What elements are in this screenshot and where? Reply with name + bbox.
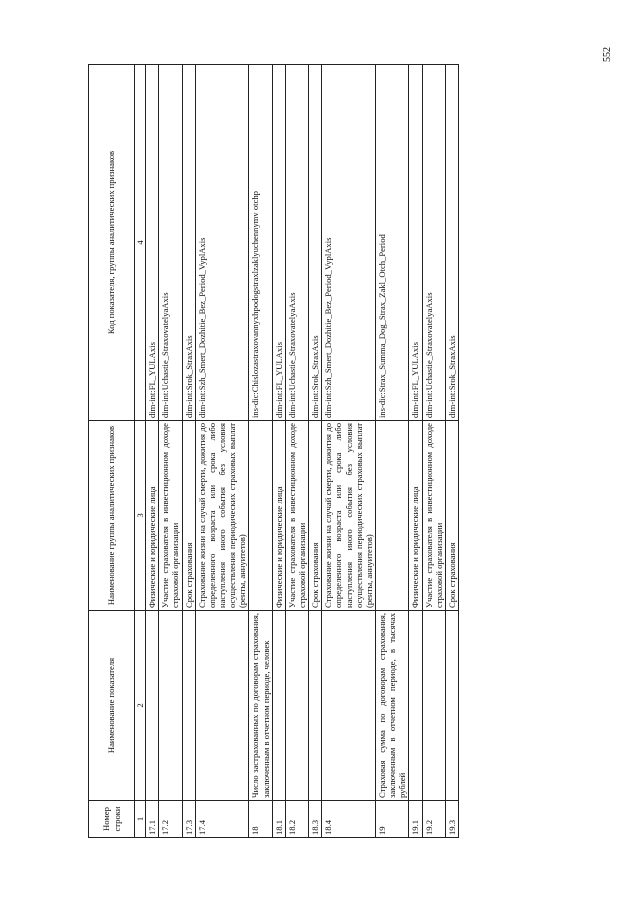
group-name: Участие страхователя в инвестиционном доходе страховой организации [422,421,445,611]
row-number: 18.2 [285,801,308,838]
column-number-row [135,65,146,838]
column-number: 3 [135,421,146,611]
indicator-name [445,611,458,801]
indicator-name: Число застрахованных по договорам страхования, заключенным в отчетном периоде, человек [249,611,272,801]
indicator-code: dim-int:Szh_Smert_Dozhitie_Bez_Period_VyplAxis [195,65,249,421]
row-number: 17.2 [159,801,182,838]
header-indicator-name: Наименование показателя [89,611,135,801]
row-number: 18.4 [322,801,376,838]
group-name: Физические и юридические лица [272,421,285,611]
row-number: 18.1 [272,801,285,838]
table-row [445,65,458,838]
group-name: Срок страхования [445,421,458,611]
group-name: Физические и юридические лица [409,421,422,611]
header-group-name: Наименование группы аналитических признаков [89,421,135,611]
table-row [159,65,182,838]
indicator-name [322,611,376,801]
group-name [375,421,408,611]
rotated-table-sheet [88,65,596,838]
row-number: 19.3 [445,801,458,838]
row-number: 18.3 [309,801,322,838]
group-name: Страхование жизни на случай смерти, дожития до определенного возраста или срока либо наступления иного события без условия осуществления периодических страховых выплат (ренты, аннуитетов) [322,421,376,611]
header-row-number: Номер строки [89,801,135,838]
indicator-code: dim-int:Uchastie_StraxovatelyaAxis [285,65,308,421]
indicator-code: dim-int:Uchastie_StraxovatelyaAxis [159,65,182,421]
row-number: 19.1 [409,801,422,838]
table-header-row [89,65,135,838]
table-row [146,65,159,838]
indicator-name [146,611,159,801]
indicator-code: dim-int:Uchastie_StraxovatelyaAxis [422,65,445,421]
column-number: 1 [135,801,146,838]
indicator-code: ins-dic:Strax_Summa_Dog_Strax_Zakl_Otch_Period [375,65,408,421]
page-number: 552 [602,47,613,62]
indicator-name [422,611,445,801]
table-row [195,65,249,838]
row-number: 19 [375,801,408,838]
table-row [249,65,272,838]
indicator-name [285,611,308,801]
indicator-code: dim-int:FL_YULAxis [146,65,159,421]
column-number: 2 [135,611,146,801]
indicator-table [88,64,459,838]
row-number: 17.3 [182,801,195,838]
row-number: 17.4 [195,801,249,838]
table-row [422,65,445,838]
group-name: Страхование жизни на случай смерти, дожития до определенного возраста или срока либо наступления иного события без условия осуществления периодических страховых выплат (ренты, аннуитетов) [195,421,249,611]
group-name: Участие страхователя в инвестиционном доходе страховой организации [159,421,182,611]
indicator-name [272,611,285,801]
row-number: 19.2 [422,801,445,838]
indicator-name [309,611,322,801]
indicator-name [195,611,249,801]
indicator-name: Страховая сумма по договорам страхования, заключенным в отчетном периоде, в тысячах рублей [375,611,408,801]
indicator-code: dim-int:FL_YULAxis [409,65,422,421]
indicator-name [409,611,422,801]
table-row [182,65,195,838]
group-name: Физические и юридические лица [146,421,159,611]
indicator-code: dim-int:FL_YULAxis [272,65,285,421]
table-row [409,65,422,838]
indicator-name [182,611,195,801]
table-row [322,65,376,838]
indicator-code: dim-int:Srok_StraxAxis [445,65,458,421]
indicator-code: dim-int:Srok_StraxAxis [182,65,195,421]
row-number: 17.1 [146,801,159,838]
header-code: Код показателя, группы аналитических признаков [89,65,135,421]
column-number: 4 [135,65,146,421]
indicator-name [159,611,182,801]
group-name [249,421,272,611]
row-number: 18 [249,801,272,838]
table-row [272,65,285,838]
indicator-code: dim-int:Szh_Smert_Dozhitie_Bez_Period_VyplAxis [322,65,376,421]
table-row [375,65,408,838]
table-row [285,65,308,838]
table-row [309,65,322,838]
indicator-code: ins-dic:Chislozastraxovannyxhpodogstraxlzaklyuchennymv otchp [249,65,272,421]
group-name: Участие страхователя в инвестиционном доходе страховой организации [285,421,308,611]
indicator-code: dim-int:Srok_StraxAxis [309,65,322,421]
group-name: Срок страхования [182,421,195,611]
group-name: Срок страхования [309,421,322,611]
